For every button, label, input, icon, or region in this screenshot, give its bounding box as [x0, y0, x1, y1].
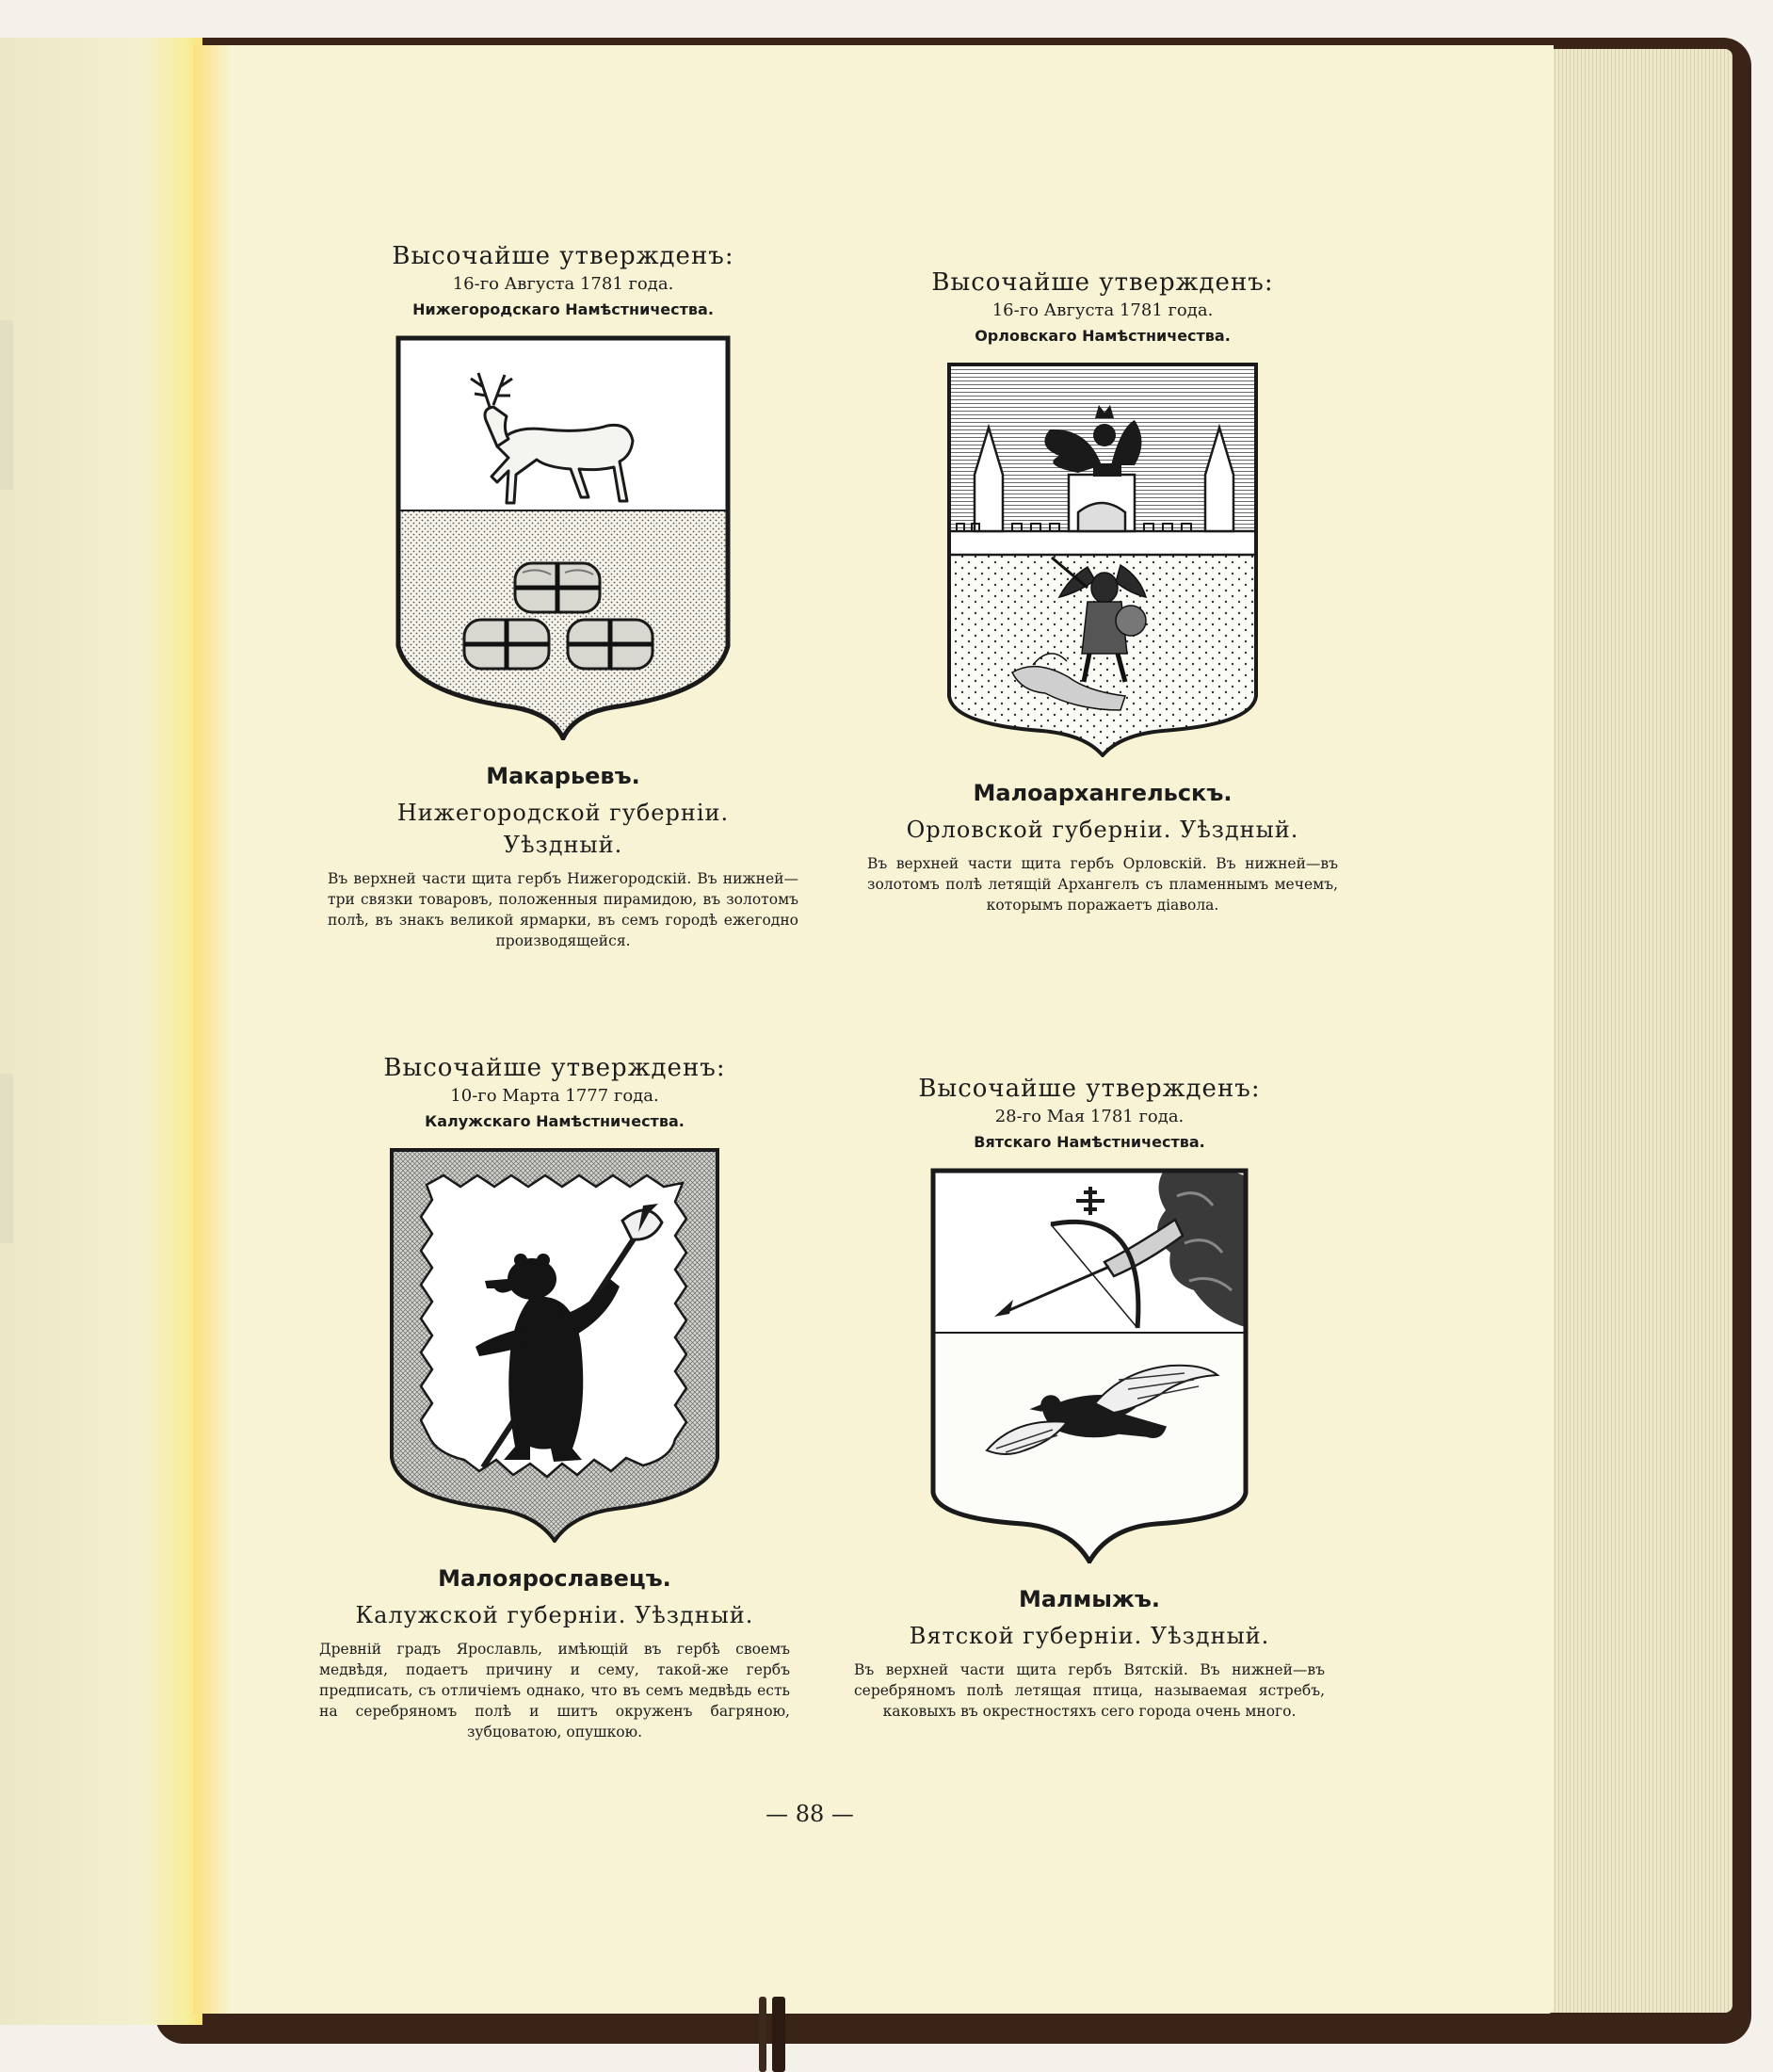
approval-date: 10-го Марта 1777 года. [450, 1086, 659, 1106]
approved-heading: Высочайше утвержденъ: [918, 1075, 1261, 1103]
province-line: Калужской губерніи. Уѣздный. [355, 1602, 754, 1628]
city-name: Малмыжъ. [1018, 1586, 1160, 1612]
emblem-description: Въ верхней части щита гербъ Вятскій. Въ нижней—въ серебряномъ полѣ летящая птица, называемая ястребъ, каковыхъ въ окрестностяхъ сего города очень много. [854, 1661, 1325, 1720]
bear-with-axe-emblem-icon [389, 1147, 720, 1543]
emblem-maloyaroslavets [319, 1053, 790, 1742]
approval-date: 28-го Мая 1781 года. [994, 1107, 1185, 1126]
viceroyalty-name: Нижегородскаго Намѣстничества. [412, 300, 714, 318]
emblem-maloarkhangelsk [867, 267, 1338, 915]
approved-heading: Высочайше утвержденъ: [392, 242, 734, 270]
coat-of-arms-shield [946, 362, 1259, 757]
emblem-description: Въ верхней части щита гербъ Орловскій. Въ нижней—въ золотомъ полѣ летящій Архангелъ съ пламеннымъ мечемъ, которымъ поражаетъ діавола. [867, 855, 1338, 914]
bookmark-ribbon [759, 1997, 766, 2072]
province-line: Нижегородской губерніи. Уѣздный. [396, 800, 730, 858]
city-name: Макарьевъ. [486, 763, 640, 789]
archangel-and-tower-emblem-icon [946, 362, 1259, 757]
viceroyalty-name: Калужскаго Намѣстничества. [425, 1112, 685, 1130]
approval-date: 16-го Августа 1781 года. [452, 274, 674, 294]
page-number: — 88 — [766, 1801, 854, 1827]
viceroyalty-name: Вятскаго Намѣстничества. [974, 1133, 1205, 1151]
emblem-malmyzh [854, 1074, 1325, 1722]
city-name: Малоярославецъ. [438, 1565, 671, 1592]
show-through-mark [0, 1074, 13, 1243]
coat-of-arms-shield [930, 1168, 1249, 1563]
emblem-makaryev [328, 241, 798, 951]
show-through-mark [0, 320, 13, 490]
city-name: Малоархангельскъ. [973, 780, 1233, 806]
bookmark-ribbon [772, 1997, 785, 2072]
approval-date: 16-го Августа 1781 года. [991, 300, 1214, 320]
approved-heading: Высочайше утвержденъ: [931, 268, 1274, 297]
coat-of-arms-shield [395, 335, 731, 740]
deer-and-bales-emblem-icon [395, 335, 731, 740]
page-gutter [193, 45, 231, 2014]
left-page-edge [0, 38, 202, 2025]
coat-of-arms-shield [389, 1147, 720, 1543]
viceroyalty-name: Орловскаго Намѣстничества. [975, 327, 1231, 345]
province-line: Орловской губерніи. Уѣздный. [906, 817, 1299, 843]
emblem-description: Древній градъ Ярославль, имѣющій въ гербѣ своемъ медвѣдя, подаетъ причину и сему, такой-же гербъ предписать, съ отличіемъ однако, что въ семъ медвѣдь есть на серебряномъ полѣ и шитъ окруженъ багряною, зубцоватою, опушкою. [319, 1641, 790, 1740]
page-stack [1544, 49, 1733, 2013]
bow-and-hawk-emblem-icon [930, 1168, 1249, 1563]
approved-heading: Высочайше утвержденъ: [383, 1054, 726, 1082]
emblem-description: Въ верхней части щита гербъ Нижегородскій. Въ нижней—три связки товаровъ, положенныя пирамидою, въ золотомъ полѣ, въ знакъ великой ярмарки, въ семъ городѣ ежегодно производящейся. [328, 870, 798, 949]
province-line: Вятской губерніи. Уѣздный. [909, 1623, 1270, 1649]
